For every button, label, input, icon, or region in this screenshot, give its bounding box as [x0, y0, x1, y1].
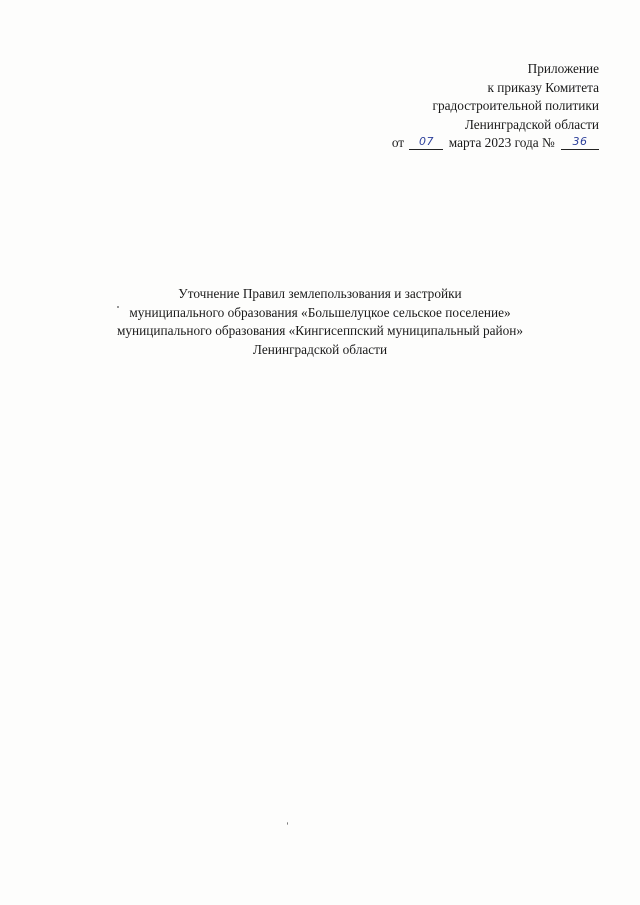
title-line-2: муниципального образования «Большелуцкое сельское поселение» — [129, 304, 511, 320]
date-prefix: от — [391, 135, 405, 150]
order-number-field — [561, 134, 599, 150]
date-rest: марта 2023 года № — [448, 135, 555, 150]
order-number-handwritten: 36 — [572, 135, 588, 148]
title-line-3: муниципального образования «Кингисеппский муниципальный район» — [116, 323, 524, 338]
date-day-handwritten: 07 — [418, 135, 434, 148]
committee-name: градостроительной политики — [432, 98, 599, 113]
title-line-4: Ленинградской области — [252, 341, 388, 357]
region-name: Ленинградской области — [464, 116, 599, 132]
order-reference: к приказу Комитета — [487, 79, 599, 95]
appendix-header — [392, 60, 599, 153]
order-date-line — [392, 134, 599, 153]
document-title — [0, 285, 640, 359]
scan-speck — [117, 306, 119, 308]
appendix-label: Приложение — [527, 61, 599, 76]
title-line-1: Уточнение Правил землепользования и застройки — [178, 286, 462, 301]
date-day-field — [409, 134, 443, 150]
scan-speck — [287, 822, 288, 825]
